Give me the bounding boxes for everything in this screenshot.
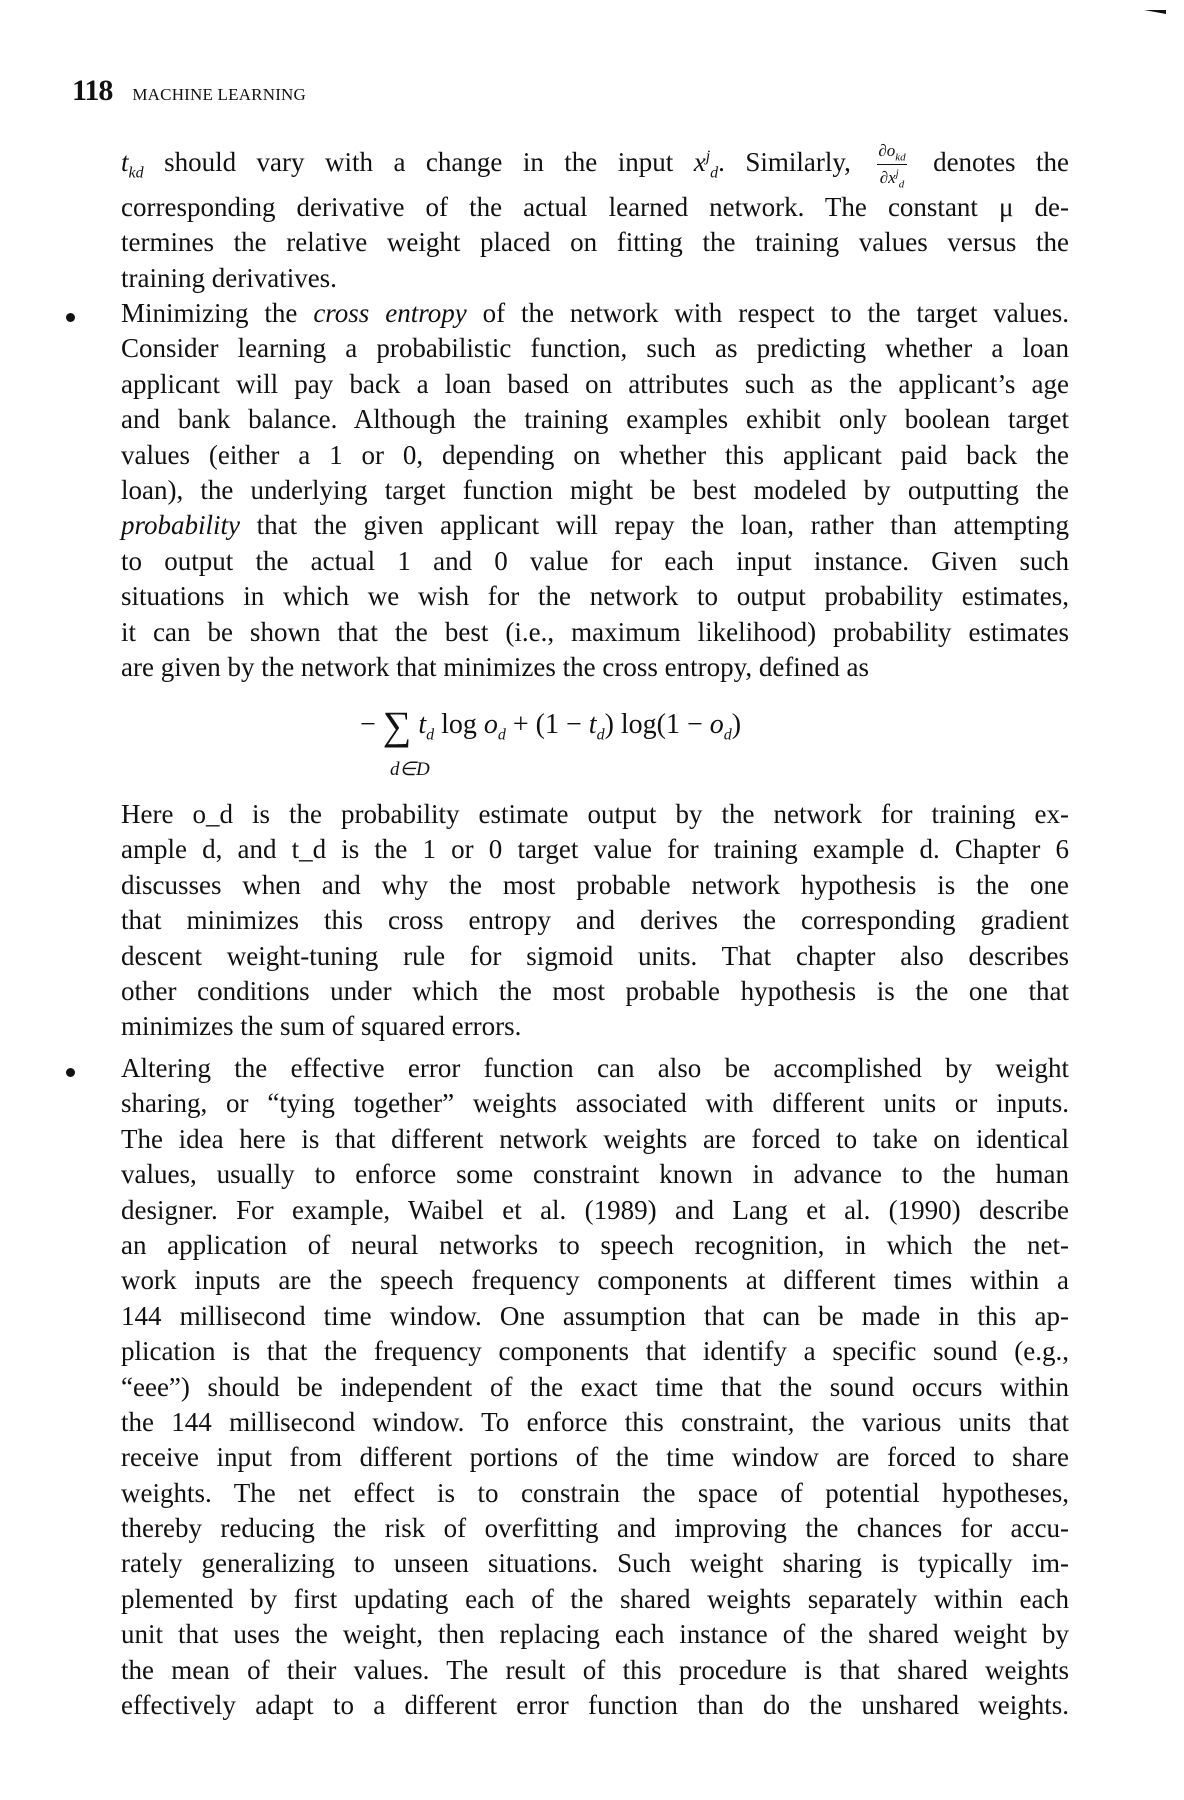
- text-line: thereby reducing the risk of overfitting and improving the chances for accu-: [121, 1513, 1069, 1544]
- paragraph-cross-entropy-explanation: [121, 797, 1069, 1045]
- text-line: ample d, and t_d is the 1 or 0 target value for training example d. Chapter 6: [121, 834, 1069, 865]
- text-line: the 144 millisecond window. To enforce this constraint, the various units that: [121, 1406, 1069, 1437]
- bullet-weight-sharing: [121, 1051, 1069, 1723]
- text-line: Altering the effective error function can also be accomplished by weight: [121, 1053, 1069, 1083]
- text-line: The idea here is that different network weights are forced to take on identical: [121, 1123, 1069, 1154]
- text-line: 144 millisecond time window. One assumption that can be made in this ap-: [121, 1300, 1069, 1331]
- corner-mark: [1144, 10, 1166, 14]
- text-line: other conditions under which the most probable hypothesis is the one that: [121, 975, 1069, 1006]
- text-line: situations in which we wish for the network to output probability estimates,: [121, 581, 1069, 612]
- text-line: probability that the given applicant will repay the loan, rather than attempting: [121, 510, 1069, 541]
- text-line: designer. For example, Waibel et al. (1989) and Lang et al. (1990) describe: [121, 1194, 1069, 1225]
- text-line: weights. The net effect is to constrain the space of potential hypotheses,: [121, 1477, 1069, 1508]
- text-line: work inputs are the speech frequency components at different times within a: [121, 1265, 1069, 1296]
- text-line: discusses when and why the most probable network hypothesis is the one: [121, 869, 1069, 900]
- text-line: “eee”) should be independent of the exact time that the sound occurs within: [121, 1371, 1069, 1402]
- text-line: it can be shown that the best (i.e., maximum likelihood) probability estimates: [121, 616, 1069, 647]
- bullet-icon: [66, 313, 75, 322]
- text-line: unit that uses the weight, then replacing each instance of the shared weight by: [121, 1619, 1069, 1650]
- text-line: values, usually to enforce some constraint known in advance to the human: [121, 1159, 1069, 1190]
- text-line: an application of neural networks to speech recognition, in which the net-: [121, 1229, 1069, 1260]
- text-line: training derivatives.: [121, 262, 337, 293]
- text-line: to output the actual 1 and 0 value for each input instance. Given such: [121, 545, 1069, 576]
- text-line: minimizes the sum of squared errors.: [121, 1011, 522, 1042]
- page-header: [72, 74, 306, 108]
- paragraph-continuation: [121, 134, 1069, 296]
- text-line: descent weight-tuning rule for sigmoid units. That chapter also describes: [121, 940, 1069, 971]
- text-line: the mean of their values. The result of this procedure is that shared weights: [121, 1654, 1069, 1685]
- text-line: corresponding derivative of the actual learned network. The constant μ de-: [121, 192, 1069, 222]
- text-line: sharing, or “tying together” weights associated with different units or inputs.: [121, 1088, 1069, 1119]
- text-line: $t_{kd}$ should vary with a change in the input $x^j_d$. Similarly, $\frac{\partial o_{kd}}{\partial x^j_d}$ denotes the: [121, 141, 1069, 191]
- text-line: loan), the underlying target function might be best modeled by outputting the: [121, 474, 1069, 505]
- cross-entropy-formula: − ∑ d∈D $t_d$ $\log o_d + (1 - t_d) \log(1 - o_d)$: [360, 703, 742, 780]
- text-line: receive input from different portions of the time window are forced to share: [121, 1442, 1069, 1473]
- text-line: Consider learning a probabilistic function, such as predicting whether a loan: [121, 333, 1069, 364]
- text-line: Here o_d is the probability estimate output by the network for training ex-: [121, 799, 1069, 829]
- text-line: applicant will pay back a loan based on attributes such as the applicant’s age: [121, 368, 1069, 399]
- text-line: effectively adapt to a different error function than do the unshared weights.: [121, 1690, 1069, 1721]
- text-line: Minimizing the cross entropy of the network with respect to the target values.: [121, 298, 1069, 328]
- bullet-cross-entropy: [121, 296, 1069, 685]
- text-line: and bank balance. Although the training examples exhibit only boolean target: [121, 404, 1069, 435]
- text-line: that minimizes this cross entropy and derives the corresponding gradient: [121, 905, 1069, 936]
- running-title: MACHINE LEARNING: [132, 85, 307, 104]
- text-line: rately generalizing to unseen situations. Such weight sharing is typically im-: [121, 1548, 1069, 1579]
- text-line: termines the relative weight placed on fitting the training values versus the: [121, 227, 1069, 258]
- bullet-icon: [66, 1068, 75, 1077]
- derivative-fraction: $\frac{\partial o_{kd}}{\partial x^j_d}$: [878, 141, 906, 191]
- text-line: plemented by first updating each of the shared weights separately within each: [121, 1583, 1069, 1614]
- text-line: are given by the network that minimizes the cross entropy, defined as: [121, 651, 870, 682]
- page-number: 118: [72, 74, 113, 107]
- text-line: values (either a 1 or 0, depending on whether this applicant paid back the: [121, 439, 1069, 470]
- text-line: plication is that the frequency components that identify a specific sound (e.g.,: [121, 1336, 1069, 1367]
